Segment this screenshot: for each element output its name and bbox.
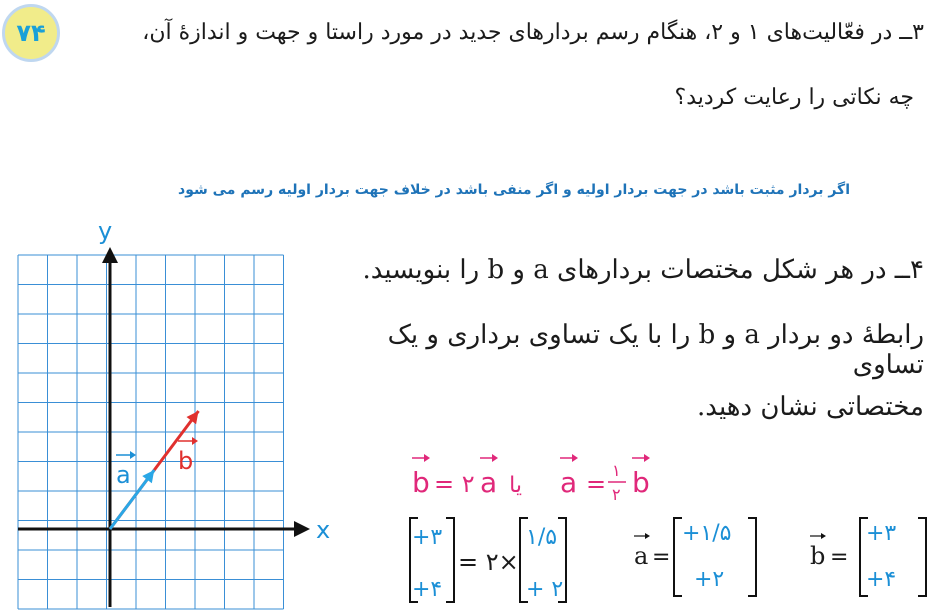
question-4-line-1: ۴ــ در هر شکل مختصات بردارهای a و b را بنویسید. bbox=[362, 255, 924, 285]
eq1-b-arrowhead bbox=[424, 454, 430, 462]
eq1-lhs: b bbox=[412, 466, 430, 499]
times-two: = ۲× bbox=[458, 548, 519, 576]
b-coord-bottom: +۴ bbox=[866, 567, 897, 592]
b-coord-equals: = bbox=[830, 545, 849, 570]
eq2-lhs: a bbox=[560, 466, 578, 499]
a-coord-bottom: +۲ bbox=[694, 567, 725, 592]
matrix2-top: ۱/۵ bbox=[526, 525, 558, 550]
b-coord-label: b bbox=[810, 542, 826, 570]
b-coord-top: +۳ bbox=[866, 521, 897, 546]
vector-grid bbox=[0, 215, 340, 610]
vector-b-label: b bbox=[178, 447, 194, 475]
y-axis-label: y bbox=[98, 217, 113, 245]
vector-a-label-arrowhead bbox=[130, 451, 136, 459]
eq1-a-arrowhead bbox=[492, 454, 498, 462]
matrix1-bottom: +۴ bbox=[412, 577, 443, 602]
handwritten-answer: اگر بردار مثبت باشد در جهت بردار اولیه و اگر منفی باشد در خلاف جهت بردار اولیه رسم می شود bbox=[178, 182, 850, 198]
b-coord-arrowhead bbox=[821, 533, 826, 539]
eq2-rhs: b bbox=[632, 466, 650, 499]
b-bracket-right bbox=[918, 518, 926, 596]
question-3-line-1: ۳ــ در فعّالیت‌های ۱ و ۲، هنگام رسم بردارهای جدید در مورد راستا و جهت و اندازهٔ آن، bbox=[142, 20, 924, 45]
vector-a-label: a bbox=[116, 461, 131, 489]
a-bracket-left bbox=[674, 518, 682, 596]
a-coord-top: +۱/۵ bbox=[682, 521, 732, 546]
question-4-line-2: رابطهٔ دو بردار a و b را با یک تساوی برداری و یک تساوی bbox=[387, 320, 924, 380]
page-number-badge bbox=[2, 4, 60, 62]
eq1-rhs: a bbox=[480, 466, 498, 499]
a-coord-arrowhead bbox=[645, 533, 650, 539]
matrix1-bracket-right bbox=[446, 518, 454, 602]
grid-lines bbox=[18, 255, 284, 609]
fraction-numerator: ۱ bbox=[612, 461, 621, 480]
equations-block bbox=[390, 440, 944, 612]
fraction-denominator: ۲ bbox=[612, 485, 621, 504]
a-bracket-right bbox=[748, 518, 756, 596]
eq2-b-arrowhead bbox=[644, 454, 650, 462]
or-word: یا bbox=[509, 473, 522, 498]
x-axis-arrow bbox=[294, 521, 310, 537]
question-4-line-3: مختصاتی نشان دهید. bbox=[697, 392, 924, 422]
a-coord-label: a bbox=[634, 542, 649, 570]
x-axis-label: x bbox=[316, 516, 331, 544]
matrix1-top: +۳ bbox=[412, 525, 443, 550]
eq1-equals-two: = ۲ bbox=[434, 470, 475, 498]
question-3-line-2: چه نکاتی را رعایت کردید؟ bbox=[674, 85, 914, 110]
eq2-a-arrowhead bbox=[572, 454, 578, 462]
a-coord-equals: = bbox=[652, 545, 671, 570]
eq2-equals: = bbox=[586, 470, 607, 498]
matrix2-bottom: + ۲ bbox=[526, 577, 564, 602]
page-number: ۷۴ bbox=[16, 19, 46, 47]
